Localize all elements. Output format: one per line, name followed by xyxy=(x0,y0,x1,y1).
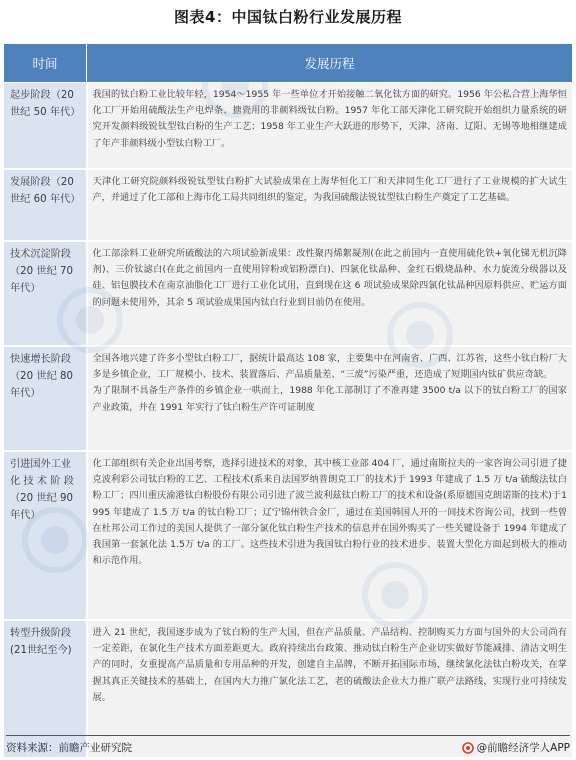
description-paragraph: 我国的钛白粉工业比较年轻，1954～1955 年一些单位才开始接触二氧化钛方面的研究。1956 年公私合营上海华恒化工厂开始用硫酸法生产电焊条、搪瓷用的非颜料级钛白粉。1957 年化工部天津化工研究院开始组织力量系统的研究开发颜料级锐钛型钛白粉的生产工艺；1958 年工业生产大跃进的形势下，天津、济南、辽阳、无锡等地相继建成了年产非颜料级小型钛白粉工厂。 xyxy=(92,89,567,149)
description-cell xyxy=(87,451,573,620)
description-paragraph: 化工部组织有关企业出国考察，选择引进技术的对象，其中核工业部 404 厂，通过南斯拉夫的一家咨询公司引进了捷克波利彩公司钛白粉的工艺、工程技术(系来自法国罗纳普朗克工厂的技术)于 1993 年建成了 1.5 万 t/a 硫酸法钛白粉工厂；四川重庆渝港钛白粉股份有限公司引进了波兰波利兹钛白粉工厂的技术和设备(系原德国克朗诺斯的技术)于1995 年建成了 1.5 万 t/a 的钛白粉工厂；辽宁锦州铁合金厂，通过在美国韩国人开的一间技术咨询公司，找到一些曾在杜邦公司工作过的美国人提供了一部分氯化钛白粉生产技术的信息并在国外购买了一些关键设备于 1994 年建成了我国第一套氯化法 1.5万 t/a 的工厂。这些技术引进为我国钛白粉行业的技术进步、装置大型化方面起到极大的推动和示范作用。 xyxy=(92,458,567,567)
brand-credit xyxy=(462,740,570,755)
stage-cell: 技术沉淀阶段（20 世纪 70年代） xyxy=(4,241,87,346)
column-header-history: 发展历程 xyxy=(87,44,573,83)
description-paragraph: 全国各地兴建了许多小型钛白粉工厂，据统计最高达 108 家，主要集中在河南省、广西、江苏省，这些小钛白粉厂大多是乡镇企业，工厂规模小、技术、装置落后、产品质量差、“三废”污染严重，还造成了短期国内钛矿供应奇缺。 xyxy=(92,353,567,381)
description-paragraph: 化工部涂料工业研究所硫酸法的六项试验新成果：改性聚丙烯絮凝剂(在此之前国内一直使用硫化铁+氧化锑无机沉降剂)、三价钛滤白(在此之前国内一直使用锌粉或铝粉漂白)、四氯化钛晶种、金红石煅烧晶种、水力旋流分级器以及硅、铝包膜技术在南京油脂化工厂进行工业化试用，直到现在这 6 项试验成果除四氯化钛晶种因原料供应、贮运方面的问题未使用外，其余 5 项试验成果国内钛白行业到目前仍在使用。 xyxy=(92,248,567,308)
description-paragraph: 天津化工研究院颜料级锐钛型钛白粉扩大试验成果在上海华恒化工厂和天津同生化工厂进行了工业规模的扩大试生产，并通过了化工部和上海市化工局共同组织的鉴定，为我国硫酸法锐钛型钛白粉生产奠定了工艺基础。 xyxy=(92,176,567,204)
stage-cell: 起步阶段（20世纪 50 年代） xyxy=(4,83,87,170)
table-row xyxy=(4,451,572,620)
description-cell xyxy=(87,83,573,170)
brand-label: @前瞻经济学人APP xyxy=(476,742,570,754)
table-header-row xyxy=(4,44,572,83)
description-cell xyxy=(87,241,573,346)
history-table xyxy=(4,44,572,759)
figure-title: 图表4：中国钛白粉行业发展历程 xyxy=(174,8,402,26)
stage-cell: 引进国外工业化 技 术 阶 段（20 世纪 90年代） xyxy=(4,451,87,620)
brand-logo-icon xyxy=(462,742,474,754)
history-table-container xyxy=(4,44,572,759)
description-cell xyxy=(87,346,573,451)
description-paragraph: 为了限制不具备生产条件的乡镇企业一哄而上，1988 年化工部制订了不准再建 3500 t/a 以下的钛白粉工厂的国家产业政策，并在 1991 年实行了钛白粉生产许可证制度 xyxy=(92,385,567,413)
description-paragraph: 进入 21 世纪，我国逐步成为了钛白粉的生产大国，但在产品质量、产品结构、控制购买力方面与国外的大公司尚有一定差距，在氯化生产技术方面差距更大。政府持续出台政策、推动钛白粉生产企业切实做好节能减排、清洁文明生产的同时，女重提高产品质量和专用品种的开发，创建自主品牌，不断开拓国际市场，继续氯化法钛白粉攻关，在掌握其真正关键技术的基础上，在国内大力推广氯化法工艺，老的硫酸法企业大力推广联产法路线，实现行业可持续发展。 xyxy=(92,627,567,703)
column-header-time: 时间 xyxy=(4,44,87,83)
table-row xyxy=(4,83,572,170)
description-cell xyxy=(87,169,573,241)
table-row xyxy=(4,241,572,346)
footer xyxy=(6,735,570,754)
source-note: 资料来源：前瞻产业研究院 xyxy=(6,742,132,754)
stage-cell: 快速增长阶段（20 世纪 80年代） xyxy=(4,346,87,451)
table-row xyxy=(4,346,572,451)
table-row xyxy=(4,169,572,241)
stage-cell: 发展阶段（20世纪 60 年代） xyxy=(4,169,87,241)
stage-cell: 转型升级阶段(21世纪至今) xyxy=(4,620,87,758)
